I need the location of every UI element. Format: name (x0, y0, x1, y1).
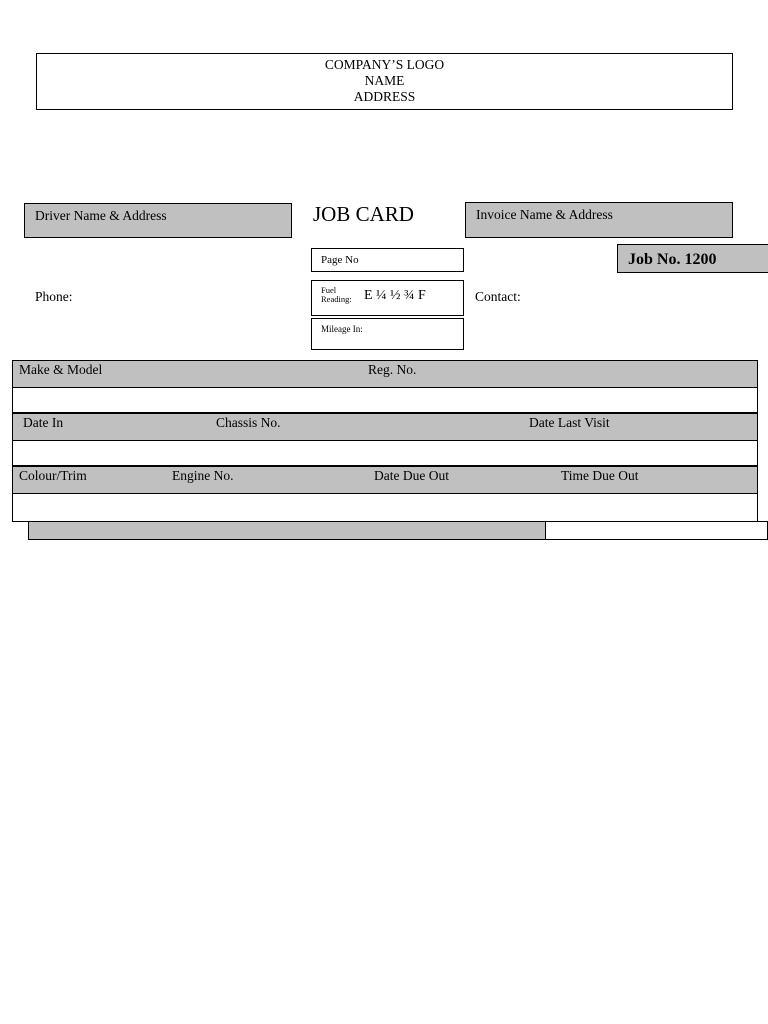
company-name: NAME (364, 73, 405, 88)
driver-name-address-label: Driver Name & Address (35, 208, 167, 223)
colour-trim-label: Colour/Trim (19, 468, 87, 483)
date-last-visit-label: Date Last Visit (529, 415, 610, 430)
company-header (36, 53, 733, 110)
vehicle-header-row-3 (13, 467, 757, 494)
engine-no-label: Engine No. (172, 468, 234, 483)
vehicle-header-row-2 (13, 414, 757, 441)
fuel-reading-label (321, 286, 352, 304)
reg-no-label: Reg. No. (368, 362, 417, 377)
invoice-name-address-box[interactable] (465, 202, 733, 238)
date-in-label: Date In (23, 415, 64, 430)
job-number-badge: Job No. 1200 (617, 244, 768, 273)
contact-label: Contact: (475, 289, 521, 304)
page-title: JOB CARD (313, 202, 414, 226)
vehicle-input-row-1[interactable] (13, 388, 757, 414)
make-model-label: Make & Model (19, 362, 103, 377)
mileage-in-label: Mileage In: (321, 324, 363, 334)
mileage-in-field[interactable] (311, 318, 464, 350)
page-no-field[interactable] (311, 248, 464, 272)
vehicle-header-row-1 (13, 361, 757, 388)
date-due-out-label: Date Due Out (374, 468, 449, 483)
company-address: ADDRESS (353, 89, 416, 104)
company-logo-placeholder: COMPANY’S LOGO (324, 57, 445, 72)
bottom-bar (28, 521, 768, 540)
chassis-no-label: Chassis No. (216, 415, 281, 430)
fuel-label-line2: Reading: (321, 294, 352, 304)
bottom-bar-shaded-section (29, 522, 546, 539)
vehicle-input-row-2[interactable] (13, 441, 757, 467)
fuel-label-line1: Fuel (321, 285, 337, 295)
driver-name-address-box[interactable] (24, 203, 292, 238)
time-due-out-label: Time Due Out (561, 468, 639, 483)
page-no-label: Page No (321, 254, 359, 266)
fuel-reading-field[interactable] (311, 280, 464, 316)
vehicle-input-row-3[interactable] (13, 494, 757, 521)
invoice-name-address-label: Invoice Name & Address (476, 207, 613, 222)
fuel-scale: E ¼ ½ ¾ F (364, 288, 426, 303)
phone-label: Phone: (35, 289, 73, 304)
vehicle-details-table (12, 360, 758, 522)
